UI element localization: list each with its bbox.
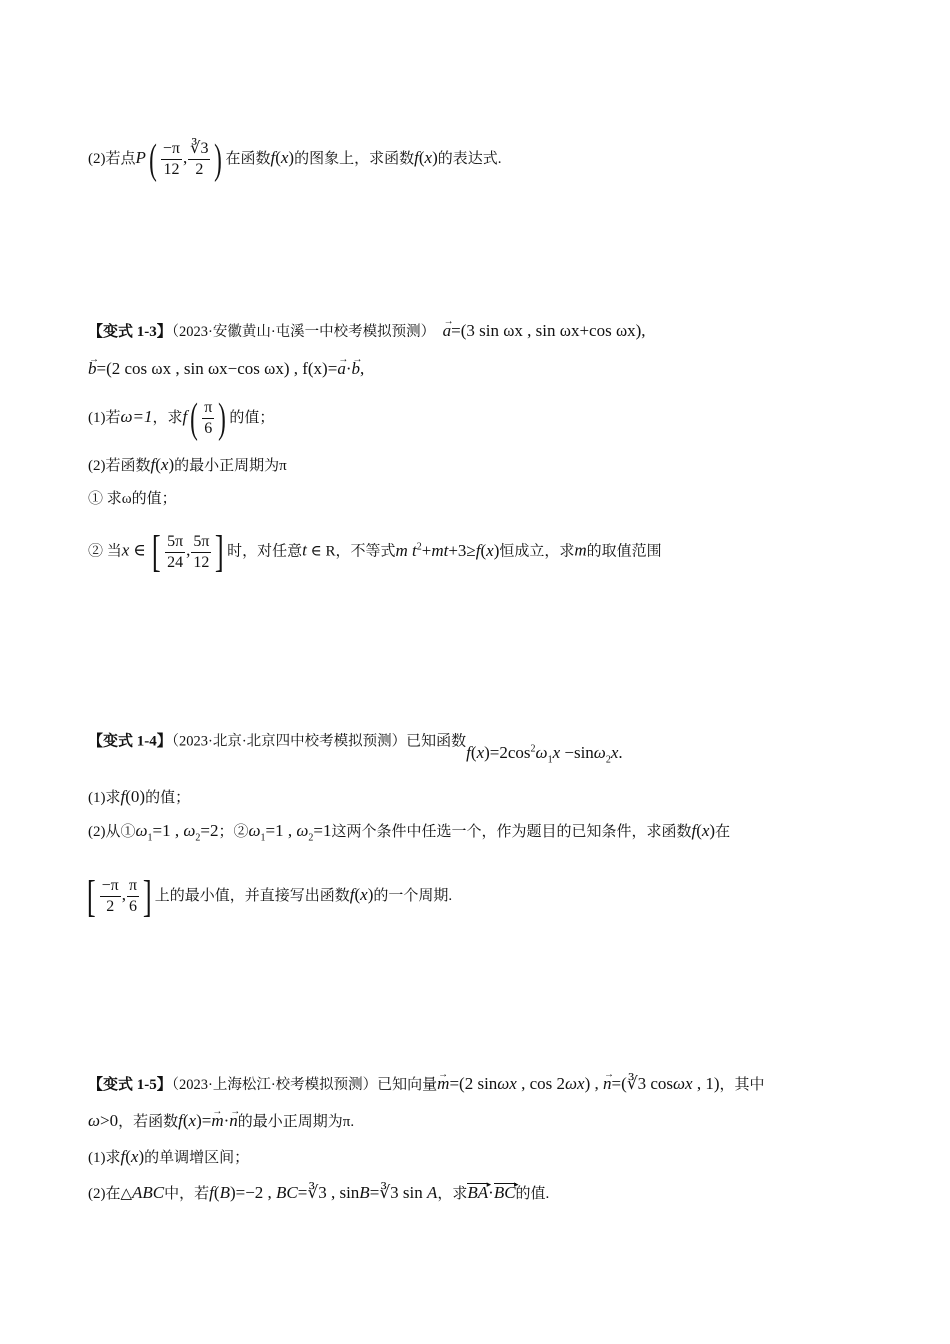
condition-2: $\omega_1=1$ , $\omega_2=1$ [248,821,332,844]
fraction-pi-6: $\frac{\pi}{6}$ [204,399,213,438]
variant-1-3-part1: (1)若ω=1，求f( $\frac{\pi}{6}$ ) 的值； [88,395,275,442]
variant-1-5-header: 【变式 1-5】（2023·上海松江·校考模拟预测）已知向量→ m=(2 sinωx , cos 2ωx) , → n=(∛3 cosωx , 1)，其中 [88,1073,765,1096]
q1-part2-label: (2)若点 [88,151,136,167]
variant-1-5-line2: ω>0，若函数f(x)=→ m·→ n的最小正周期为π. [88,1110,354,1133]
variant-1-3-item2: ② 当x ∈ [ $\frac{5\pi}{24}$ , $\frac{5\pi}{12}$ ] 时，对任意t ∈ R，不等式m $t^2+mt+3\ge f(x)$恒成立，求m的取值范围 [88,527,662,577]
variant-1-4-part1: (1)求f(0)的值； [88,787,191,806]
fraction-5pi-12: $\frac{5\pi}{12}$ [193,532,210,571]
fraction-neg-pi-12: $\frac{-\pi}{12}$ [162,140,180,179]
variant-1-3-line2: → b=(2 cos ωx , sin ωx−cos ωx) , f(x)=→ a·→ b, [88,358,364,381]
variant-1-4-part2: (2)从$①\omega_1=1$ , $\omega_2=2$；$②\omega_1=1$ , $\omega_2=1$这两个条件中任选一个，作为题目的已知条件，求函数f(x)在 [88,821,731,844]
vector-a-def: =(3 sin ωx , sin ωx+cos ωx), [451,321,646,340]
vectors-m-n: → m=(2 sinωx , cos 2ωx) , → n=(∛3 cosωx , 1) [437,1074,719,1093]
variant-1-5-source: （2023·上海松江·校考模拟预测） [171,1077,378,1093]
condition-1: $\omega_1=1$ , $\omega_2=2$ [135,821,219,844]
variant-1-3-title: 【变式 1-3】 [88,324,172,340]
triangle-conditions: f(B)=−2 , BC=∛3 , sinB=∛3 sin A [209,1183,438,1202]
variant-1-3-part2: (2)若函数f(x)的最小正周期为π [88,455,287,474]
variant-1-4-title: 【变式 1-4】 [88,733,172,750]
variant-1-5-part2: (2)在△ABC中，若f(B)=−2 , BC=∛3 , sinB=∛3 sin A，求BA ▸·BC ▸的值. [88,1182,549,1205]
variant-1-4-header: 【变式 1-4】（2023·北京·北京四中校考模拟预测）已知函数$f(x)=2\cos^2\omega_1x -\sin\omega_2x$. [88,733,623,766]
vector-b-def: =(2 cos ωx , sin ωx−cos ωx) , [96,359,298,378]
fraction-sqrt3-2: $\frac{∛3}{2}$ [190,140,209,179]
function-definition: $f(x)=2\cos^2\omega_1x -\sin\omega_2x$. [466,742,623,766]
variant-1-5-part1: (1)求f(x)的单调增区间； [88,1147,250,1166]
point-p: P [135,148,146,167]
variant-1-4-part2-cont: [ $\frac{-\pi}{2}$ , $\frac{\pi}{6}$ ] 上的最小值，并直接写出函数f(x)的一个周期. [86,871,453,921]
q1-part2: (2)若点P( $\frac{-\pi}{12}$ , $\frac{∛3}{2}$ ) 在函数f(x)的图象上，求函数f(x)的表达式. [88,136,502,183]
variant-1-3-item1: ① 求ω的值； [88,491,177,507]
fx-expression: f(x) [270,148,295,167]
dot-product-ba-bc: BA ▸·BC ▸ [467,1183,515,1202]
variant-1-3-source: （2023·安徽黄山·屯溪一中校考模拟预测） [171,324,436,340]
fraction-5pi-24: $\frac{5\pi}{24}$ [167,532,184,571]
fraction-pi-6-b: $\frac{\pi}{6}$ [129,877,138,916]
variant-1-3-header: 【变式 1-3】（2023·安徽黄山·屯溪一中校考模拟预测） → a=(3 sin ωx , sin ωx+cos ωx), [88,320,646,343]
inequality-expression: m $t^2+mt+3\ge f(x)$ [395,540,500,560]
fraction-neg-pi-2: $\frac{-\pi}{2}$ [101,877,119,916]
variant-1-5-title: 【变式 1-5】 [88,1077,172,1093]
variant-1-4-source: （2023·北京·北京四中校考模拟预测） [171,733,407,750]
